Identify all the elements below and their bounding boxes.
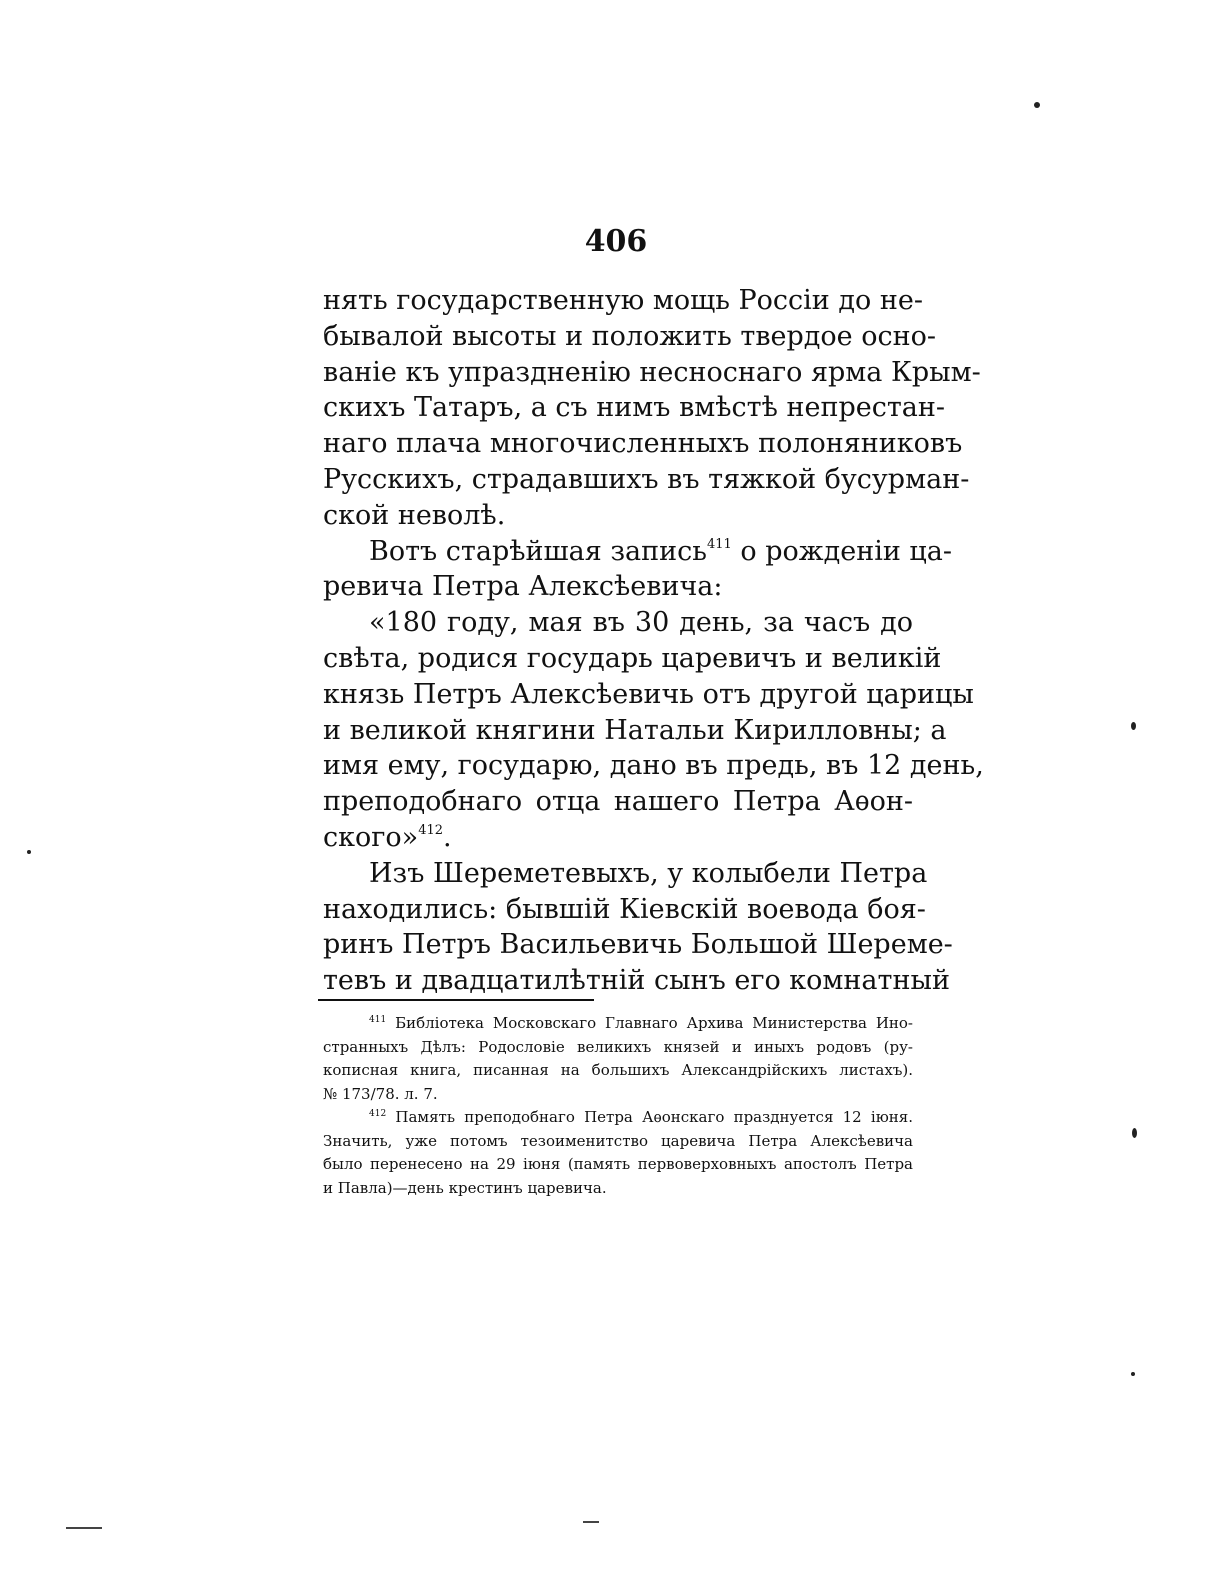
text-line: находились: бывшій Кіевскій воевода боя- (323, 893, 926, 925)
main-text (323, 283, 984, 999)
quote-line (323, 820, 913, 856)
scan-mark (66, 1527, 102, 1529)
text-line: бывалой высоты и положить твердое осно- (323, 320, 936, 352)
footnote-divider (318, 999, 594, 1001)
scan-speck (27, 850, 31, 854)
footnote-number: 412 (369, 1109, 387, 1119)
footnote-line (323, 1012, 913, 1036)
quote-line: князь Петръ Алексѣевичь отъ другой царицы (323, 678, 974, 710)
footnote-line: и Павла)—день крестинъ царевича. (323, 1178, 607, 1197)
scan-speck (1131, 1372, 1135, 1376)
page-number: 406 (584, 224, 648, 259)
footnote-reference: 412 (418, 822, 444, 838)
quote-line: преподобнаго отца нашего Петра Аѳон- (323, 786, 913, 818)
text-fragment: ского» (323, 821, 419, 853)
footnote-number: 411 (369, 1015, 387, 1025)
quote-line: свѣта, родися государь царевичъ и великій (323, 642, 942, 674)
quote-line: «180 году, мая въ 30 день, за часъ до (369, 607, 913, 639)
text-line: ваніе къ упраздненію несноснаго ярма Крым- (323, 356, 981, 388)
scan-speck (1034, 102, 1040, 108)
quote-line: и великой княгини Натальи Кирилловны; а (323, 714, 947, 746)
text-fragment: Память преподобнаго Петра Аѳонскаго празднуется 12 іюня. (386, 1108, 913, 1126)
text-fragment: Библіотека Московскаго Главнаго Архива Министерства Ино- (386, 1014, 913, 1032)
scan-speck (1132, 1128, 1137, 1138)
text-line: ской неволѣ. (323, 499, 506, 531)
footnote-line: было перенесено на 29 іюня (память первоверховныхъ апостолъ Петра (323, 1155, 913, 1173)
text-line: тевъ и двадцатилѣтній сынъ его комнатный (323, 965, 950, 997)
footnote-line (323, 1106, 913, 1130)
footnote-line: Значить, уже потомъ тезоименитство царевича Петра Алексѣевича (323, 1131, 913, 1150)
text-line: Изъ Шереметевыхъ, у колыбели Петра (369, 857, 928, 889)
footnotes (323, 1012, 913, 1200)
text-line: нять государственную мощь Россіи до не- (323, 285, 923, 316)
quote-line: имя ему, государю, дано въ предь, въ 12 день, (323, 750, 984, 782)
text-line: ревича Петра Алексѣевича: (323, 571, 723, 603)
footnote-line: № 173/78. л. 7. (323, 1084, 438, 1103)
footnote-line: странныхъ Дѣлъ: Родословіе великихъ князей и иныхъ родовъ (ру- (323, 1037, 913, 1056)
scan-speck (1131, 722, 1136, 730)
text-fragment: . (443, 821, 452, 853)
footnote-reference: 411 (706, 536, 732, 552)
text-fragment: о рожденіи ца- (731, 535, 952, 567)
text-line (323, 534, 952, 570)
text-line: наго плача многочисленныхъ полоняниковъ (323, 428, 963, 460)
footnote-line: кописная книга, писанная на большихъ Александрійскихъ листахъ). (323, 1061, 913, 1079)
scan-mark (583, 1521, 599, 1523)
text-fragment: Вотъ старѣйшая запись (369, 535, 707, 567)
text-line: Русскихъ, страдавшихъ въ тяжкой бусурман- (323, 463, 970, 495)
text-line: ринъ Петръ Васильевичь Большой Шереме- (323, 929, 953, 961)
text-line: скихъ Татаръ, а съ нимъ вмѣстѣ непрестан- (323, 392, 945, 424)
